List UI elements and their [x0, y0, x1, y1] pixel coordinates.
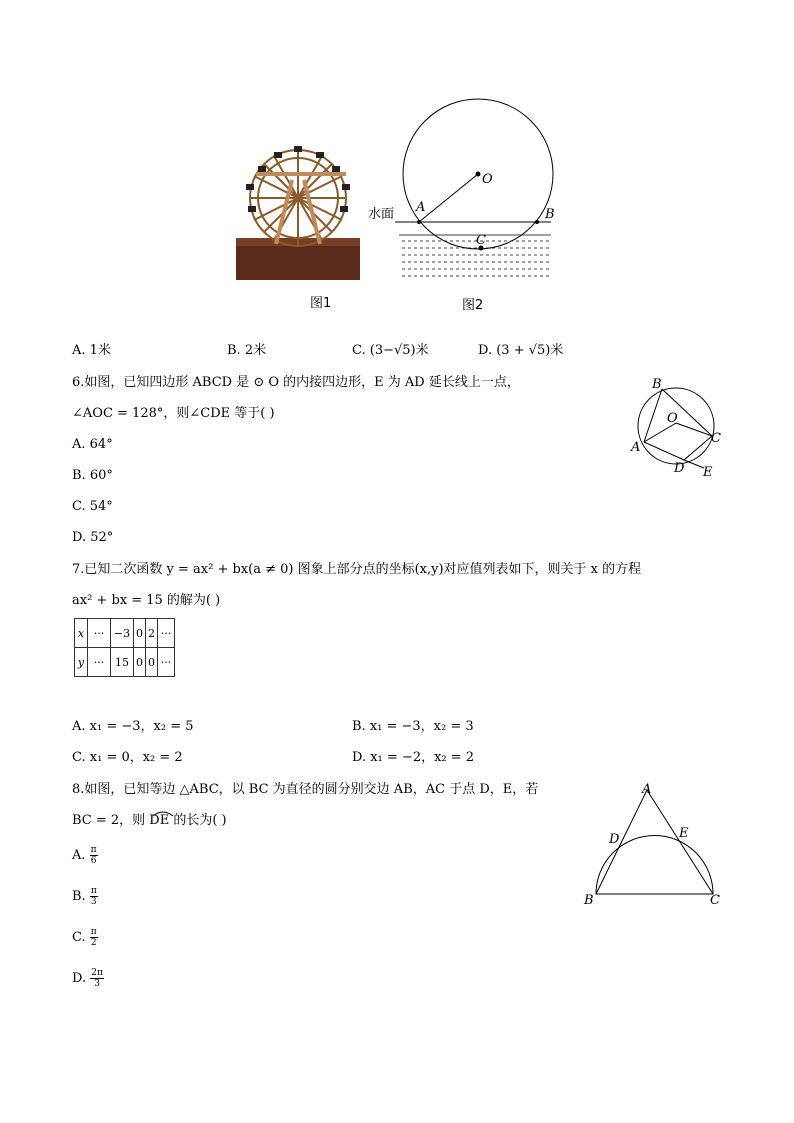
q7-option-c: C. x₁ = 0，x₂ = 2 [72, 750, 183, 765]
q6-fig-label-O: O [667, 411, 678, 426]
q6-fig-label-B: B [652, 377, 662, 392]
q8-text-line2: BC = 2，则 DE 的长为( ) [72, 813, 227, 828]
table-cell: ··· [88, 648, 111, 677]
q8-fig-label-C: C [710, 893, 720, 908]
q8-fig-label-E: E [679, 826, 689, 841]
fig2-label-B: B [545, 207, 555, 222]
table-cell: −3 [111, 619, 134, 648]
q8-fig-label-B: B [584, 893, 594, 908]
q7-text-line2: ax² + bx = 15 的解为( ) [72, 593, 221, 608]
q6-fig-label-C: C [711, 431, 721, 446]
q8-option-d [72, 968, 104, 989]
q7-option-d: D. x₁ = −2，x₂ = 2 [352, 750, 475, 765]
table-cell: ··· [158, 648, 175, 677]
fig2-diagram [365, 96, 555, 286]
fraction [90, 927, 98, 948]
q5-option-d: D. (3 + √5)米 [478, 343, 564, 358]
fig1-caption: 图1 [310, 296, 332, 311]
q8-fig-label-D: D [609, 832, 620, 847]
q8-option-c [72, 927, 98, 948]
q8-option-b-label: B. [72, 889, 86, 904]
fraction-numerator: π [90, 886, 97, 896]
q7-option-a: A. x₁ = −3，x₂ = 5 [72, 719, 194, 734]
fig2-label-A: A [416, 200, 426, 215]
table-cell: 0 [134, 619, 146, 648]
fraction-denominator: 3 [90, 897, 97, 907]
table-cell: x [75, 619, 88, 648]
fraction [90, 845, 98, 866]
q6-text-line2: ∠AOC = 128°，则∠CDE 等于( ) [72, 406, 275, 421]
fraction-numerator: 2π [91, 968, 103, 978]
q8-option-b [72, 886, 98, 907]
table-row [75, 648, 175, 677]
table-cell: 0 [134, 648, 146, 677]
q6-fig-label-E: E [703, 465, 713, 480]
fraction-denominator: 3 [94, 979, 100, 989]
q5-option-c: C. (3−√5)米 [352, 343, 429, 358]
fig2-water-label: 水面 [368, 207, 395, 222]
ferris-wheel-photo [236, 140, 360, 280]
q5-option-b: B. 2米 [227, 343, 267, 358]
q8-arc-mark [151, 809, 175, 817]
q7-option-b: B. x₁ = −3，x₂ = 3 [352, 719, 474, 734]
q6-option-a: A. 64° [72, 437, 113, 452]
q6-text-line1: 6.如图，已知四边形 ABCD 是 ⊙ O 的内接四边形，E 为 AD 延长线上一点， [72, 375, 520, 390]
q6-fig-label-D: D [674, 461, 685, 476]
q8-triangle-diagram [580, 780, 730, 910]
table-cell: 15 [111, 648, 134, 677]
fraction-numerator: π [90, 927, 97, 937]
q8-fig-label-A: A [642, 782, 652, 797]
table-cell: 0 [146, 648, 158, 677]
table-cell: ··· [88, 619, 111, 648]
q8-option-a [72, 845, 98, 866]
table-row [75, 619, 175, 648]
fraction [90, 968, 104, 989]
table-cell: y [75, 648, 88, 677]
q8-text-line1: 8.如图，已知等边 △ABC，以 BC 为直径的圆分别交边 AB，AC 于点 D，E，若 [72, 782, 539, 797]
q7-text-line1: 7.已知二次函数 y = ax² + bx(a ≠ 0) 图象上部分点的坐标(x,y)对应值列表如下，则关于 x 的方程 [72, 562, 642, 577]
fig2-label-C: C [476, 233, 486, 248]
table-cell: 2 [146, 619, 158, 648]
q7-value-table [74, 618, 175, 677]
fraction-denominator: 6 [90, 856, 97, 866]
fraction [90, 886, 98, 907]
table-cell: ··· [158, 619, 175, 648]
q6-option-d: D. 52° [72, 530, 114, 545]
q6-fig-label-A: A [631, 440, 641, 455]
fig2-caption: 图2 [462, 298, 484, 313]
fraction-denominator: 2 [90, 938, 97, 948]
fraction-numerator: π [90, 845, 97, 855]
q8-option-c-label: C. [72, 930, 86, 945]
q8-option-d-label: D. [72, 971, 87, 986]
q8-option-a-label: A. [72, 848, 86, 863]
q6-option-c: C. 54° [72, 499, 113, 514]
q5-option-a: A. 1米 [72, 343, 111, 358]
fig2-label-O: O [482, 172, 493, 187]
q6-option-b: B. 60° [72, 468, 113, 483]
